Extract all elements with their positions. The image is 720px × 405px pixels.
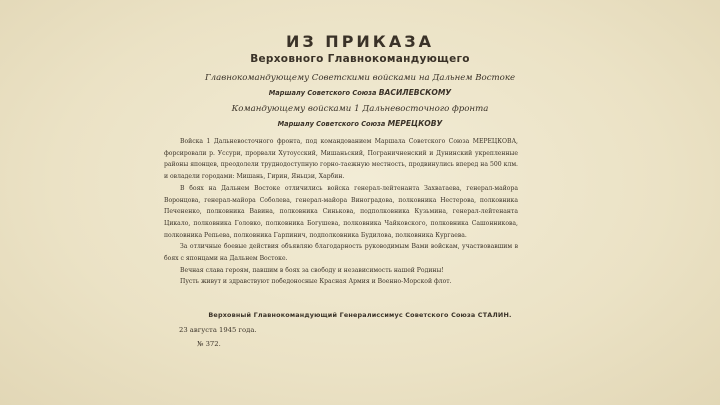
addressee-1-rank: Маршалу Советского Союза <box>268 89 377 97</box>
page-title: ИЗ ПРИКАЗА <box>285 32 435 51</box>
addressee-2-rank: Маршалу Советского Союза <box>277 120 386 128</box>
body-paragraph: Вечная слава героям, павшим в боях за свободу и независимость нашей Родины! <box>180 266 444 274</box>
addressee-1-name: ВАСИЛЕВСКОМУ <box>378 88 452 97</box>
addressee-2-line-1: Командующему войсками 1 Дальневосточного фронта <box>231 104 489 114</box>
addressee-2-line-2 <box>0 119 720 128</box>
addressee-2-name: МЕРЕЦКОВУ <box>387 119 443 128</box>
page-subtitle: Верховного Главнокомандующего <box>250 53 470 65</box>
order-body <box>164 136 518 288</box>
body-paragraph: Войска 1 Дальневосточного фронта, под командованием Маршала Советского Союза МЕРЕЦКОВА, форсировали р. Уссури, прорвали Хутоусский, Мишаньский, Пограничненский и Дунинский укрепленные районы японцев, преодолели труднодоступную горно-таежную местность, продвинулись вперед на 500 клм. и овладели городами: Мишань, Гирин, Яньцзи, Харбин. <box>164 138 518 181</box>
order-number: № 372. <box>197 340 221 348</box>
addressee-1-line-1: Главнокомандующему Советскими войсками на Дальнем Востоке <box>204 73 516 83</box>
order-date: 23 августа 1945 года. <box>179 326 257 334</box>
signature: Верховный Главнокомандующий Генералиссимус Советского Союза СТАЛИН. <box>208 311 512 319</box>
addressee-1-line-2 <box>0 88 720 97</box>
body-paragraph: Пусть живут и здравствуют победоносные Красная Армия и Военно-Морской флот. <box>180 278 452 286</box>
body-paragraph: В боях на Дальнем Востоке отличились войска генерал-лейтенанта Захватаева, генерал-майора Воронцова, генерал-майора Соболева, генерал-майора Виноградова, полковника Нестерова, полковника Печененко, полковника Вавина, полковника Синькова, подполковника Кузьмина, генерал-лейтенанта Цикало, полковника Головко, полковника Богушева, полковника Чайковского, полковника Сашонникова, полковника Репьева, полковника Гарпинич, подполковника Будилова, полковника Кургаева. <box>164 184 518 239</box>
body-paragraph: За отличные боевые действия объявляю благодарность руководимым Вами войскам, участвовавшим в боях с японцами на Дальнем Востоке. <box>164 243 518 263</box>
